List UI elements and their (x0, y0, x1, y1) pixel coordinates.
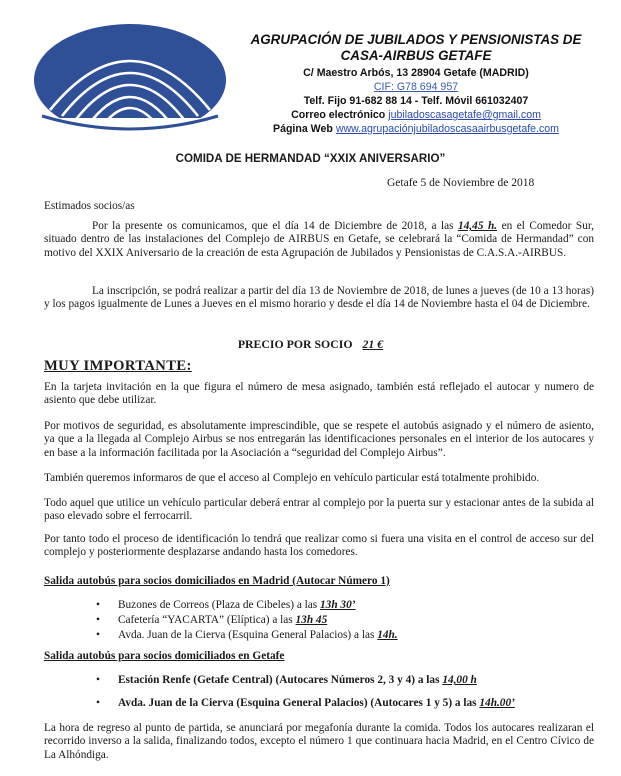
important-paragraph-2: Por motivos de seguridad, es absolutamente imprescindible, que se respete el autobús asignado y el número de asiento, ya que a la llegada al Complejo Airbus se nos entregarán las identificaciones personales en el interior de los autocares y en base a la información facilitada por la Asociación a “seguridad del Complejo Airbus”. (44, 420, 594, 459)
bullet-icon: • (96, 674, 100, 686)
address: C/ Maestro Arbós, 13 28904 Getafe (MADRID) (303, 67, 529, 79)
event-time: 14,45 h. (458, 220, 498, 232)
madrid-departures-heading: Salida autobús para socios domiciliados en Madrid (Autocar Número 1) (44, 575, 390, 587)
getafe-stop: Avda. Juan de la Cierva (Esquina General Palacios) (Autocares 1 y 5) a las 14h.00’ (118, 697, 515, 709)
web-link[interactable]: www.agrupaciónjubiladoscasaairbusgetafe.com (335, 123, 559, 135)
paragraph-registration: La inscripción, se podrá realizar a partir del día 13 de Noviembre de 2018, de lunes a jueves (de 10 a 13 horas) y los pagos igualmente de Lunes a Jueves en el mismo horario y desde el día 14 de Noviembre hasta el 04 de Diciembre. (44, 285, 594, 311)
bullet-icon: • (96, 599, 100, 611)
paragraph-announcement: Por la presente os comunicamos, que el día 14 de Diciembre de 2018, a las 14,45 h. en el Comedor Sur, situado dentro de las instalaciones del Complejo de AIRBUS en Getafe, se celebrará la “Comida de Hermandad” con motivo del XXIX Aniversario de la creación de esta Agrupación de Jubilados y Pensionistas de C.A.S.A.-AIRBUS. (44, 220, 594, 259)
getafe-stop: Estación Renfe (Getafe Central) (Autocares Números 2, 3 y 4) a las 14,00 h (118, 674, 477, 686)
price-value: 21 € (362, 337, 384, 351)
important-paragraph-1: En la tarjeta invitación en la que figura el número de mesa asignado, también está reflejado el autocar y numero de asiento que debe utilizar. (44, 381, 594, 407)
cif: CIF: G78 694 957 (373, 81, 459, 93)
madrid-stop: Avda. Juan de la Cierva (Esquina General Palacios) a las 14h. (118, 629, 398, 641)
email-line: Correo electrónico jubiladoscasagetafe@gmail.com (291, 109, 541, 121)
getafe-departures-heading: Salida autobús para socios domiciliados en Getafe (44, 650, 285, 662)
price-line: PRECIO POR SOCIO 21 € (237, 337, 384, 351)
important-paragraph-5: Por tanto todo el proceso de identificación lo tendrá que realizar como si fuera una visita en el control de acceso sur del complejo y posteriormente desplazarse andando hasta los comedores. (44, 533, 594, 559)
email-link[interactable]: jubiladoscasagetafe@gmail.com (388, 109, 541, 121)
organization-name: AGRUPACIÓN DE JUBILADOS Y PENSIONISTAS DE CASA-AIRBUS GETAFE (250, 32, 582, 63)
bullet-icon: • (96, 614, 100, 626)
important-paragraph-4: Todo aquel que utilice un vehículo particular deberá entrar al complejo por la puerta sur y estacionar antes de la subida al paso elevado sobre el ferrocarril. (44, 497, 594, 523)
madrid-stop: Buzones de Correos (Plaza de Cibeles) a las 13h 30’ (118, 599, 356, 611)
document-title: COMIDA DE HERMANDAD “XXIX ANIVERSARIO” (175, 152, 446, 165)
bullet-icon: • (96, 629, 100, 641)
phone-numbers: Telf. Fijo 91-682 88 14 - Telf. Móvil 661032407 (303, 95, 529, 107)
madrid-stop: Cafetería “YACARTA” (Elíptica) a las 13h 45 (118, 614, 328, 626)
important-heading: MUY IMPORTANTE: (44, 358, 192, 374)
closing-paragraph: La hora de regreso al punto de partida, se anunciará por megafonía durante la comida. Todos los autocares realizaran el recorrido inverso a la salida, finalizando todos, excepto el número 1 que continuara hacia Madrid, en el Centro Cívico de La Alhóndiga. (44, 722, 594, 761)
bullet-icon: • (96, 697, 100, 709)
organization-logo (32, 18, 228, 142)
date-line: Getafe 5 de Noviembre de 2018 (387, 177, 535, 189)
web-line: Página Web www.agrupaciónjubiladoscasaairbusgetafe.com (273, 123, 559, 135)
important-paragraph-3: También queremos informaros de que el acceso al Complejo en vehículo particular está totalmente prohibido. (44, 472, 540, 484)
greeting: Estimados socios/as (44, 200, 135, 212)
